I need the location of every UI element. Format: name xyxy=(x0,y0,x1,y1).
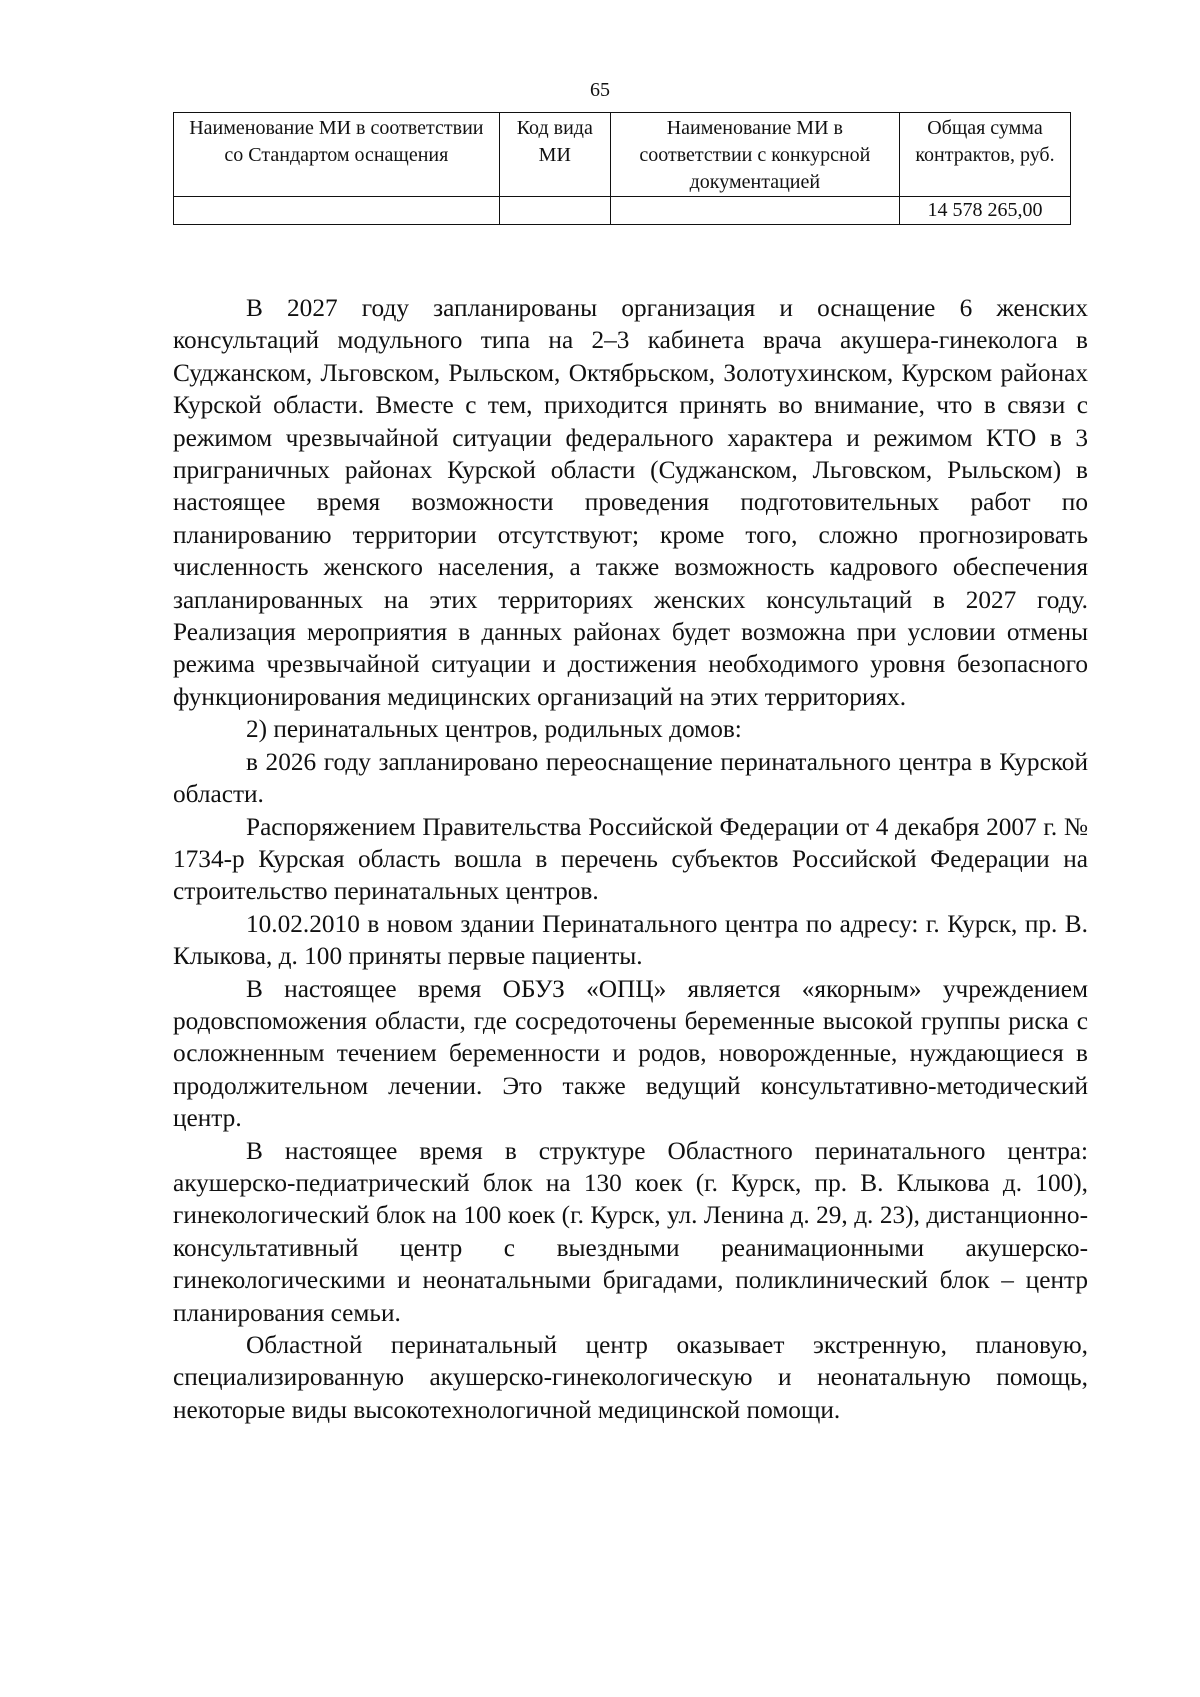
table-header-row xyxy=(174,113,1071,197)
paragraph: В настоящее время ОБУЗ «ОПЦ» является «якорным» учреждением родовспоможения области, где сосредоточены беременные высокой группы риска с осложненным течением беременности и родов, новорожденные, нуждающиеся в продолжительном лечении. Это также ведущий консультативно-методический центр. xyxy=(173,974,1088,1133)
paragraph: В 2027 году запланированы организация и оснащение 6 женских консультаций модульного типа на 2–3 кабинета врача акушера-гинеколога в Суджанском, Льговском, Рыльском, Октябрьском, Золотухинском, Курском районах Курской области. Вместе с тем, приходится принять во внимание, что в связи с режимом чрезвычайной ситуации федерального характера и режимом КТО в 3 приграничных районах Курской области (Суджанском, Льговском, Рыльском) в настоящее время возможности проведения подготовительных работ по планированию территории отсутствуют; кроме того, сложно прогнозировать численность женского населения, а также возможность кадрового обеспечения запланированных на этих территориях женских консультаций в 2027 году. Реализация мероприятия в данных районах будет возможна при условии отмены режима чрезвычайной ситуации и достижения необходимого уровня безопасного функционирования медицинских организаций на этих территориях. xyxy=(173,294,1088,711)
page-number: 65 xyxy=(590,79,610,101)
paragraph: 2) перинатальных центров, родильных домов: xyxy=(246,715,742,744)
paragraph: 10.02.2010 в новом здании Перинатального центра по адресу: г. Курск, пр. В. Клыкова, д. 100 приняты первые пациенты. xyxy=(173,909,1088,971)
table-cell xyxy=(174,197,500,225)
table-header-cell: Наименование МИ в соответствии со Стандартом оснащения xyxy=(174,113,500,197)
paragraph: в 2026 году запланировано переоснащение перинатального центра в Курской области. xyxy=(173,747,1088,809)
table-cell xyxy=(499,197,610,225)
table-header-cell: Наименование МИ в соответствии с конкурсной документацией xyxy=(610,113,899,197)
paragraph: Распоряжением Правительства Российской Федерации от 4 декабря 2007 г. № 1734-р Курская область вошла в перечень субъектов Российской Федерации на строительство перинатальных центров. xyxy=(173,812,1088,906)
paragraph: В настоящее время в структуре Областного перинатального центра: акушерско-педиатрический блок на 130 коек (г. Курск, пр. В. Клыкова д. 100), гинекологический блок на 100 коек (г. Курск, ул. Ленина д. 29, д. 23), дистанционно-консультативный центр с выездными реанимационными акушерско-гинекологическими и неонатальными бригадами, поликлинический блок – центр планирования семьи. xyxy=(173,1136,1088,1327)
table-cell xyxy=(610,197,899,225)
document-body xyxy=(173,292,1088,1426)
table-header-cell: Код вида МИ xyxy=(499,113,610,197)
table-header-cell: Общая сумма контрактов, руб. xyxy=(899,113,1070,197)
paragraph: Областной перинатальный центр оказывает экстренную, плановую, специализированную акушерско-гинекологическую и неонатальную помощь, некоторые виды высокотехнологичной медицинской помощи. xyxy=(173,1331,1088,1424)
table-row xyxy=(174,197,1071,225)
contract-total-cell: 14 578 265,00 xyxy=(899,197,1070,225)
medical-equipment-table xyxy=(173,112,1071,225)
